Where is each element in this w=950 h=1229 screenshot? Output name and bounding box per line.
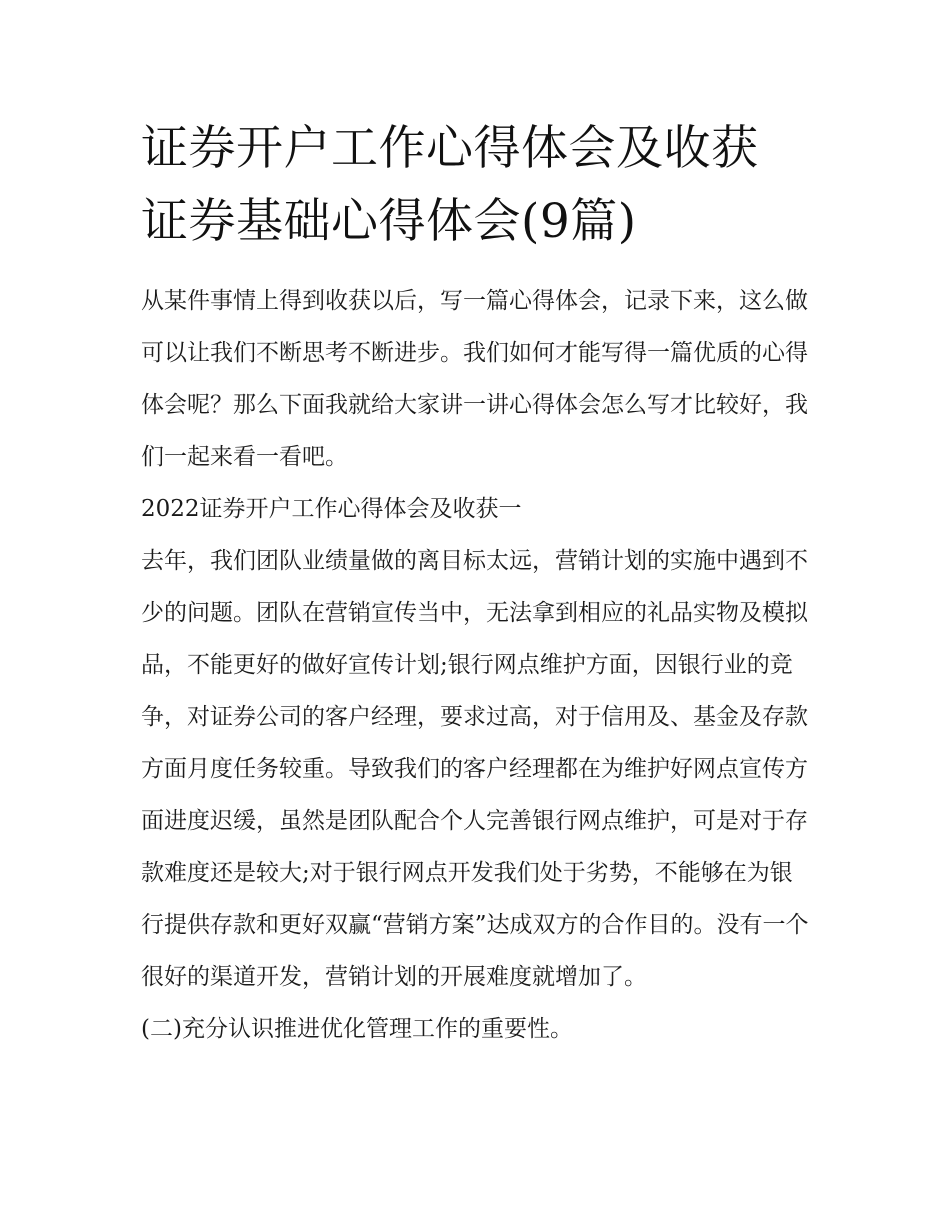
title-line-2: 证券基础心得体会(9篇): [141, 194, 637, 249]
document-page: [141, 112, 813, 1055]
section-paragraph: 去年，我们团队业绩量做的离目标太远，营销计划的实施中遇到不少的问题。团队在营销宣传当中，无法拿到相应的礼品实物及模拟品，不能更好的做好宣传计划;银行网点维护方面，因银行业的竞争，对证券公司的客户经理，要求过高，对于信用及、基金及存款方面月度任务较重。导致我们的客户经理都在为维护好网点宣传方面进度迟缓，虽然是团队配合个人完善银行网点维护，可是对于存款难度还是较大;对于银行网点开发我们处于劣势，不能够在为银行提供存款和更好双赢“营销方案”达成双方的合作目的。没有一个很好的渠道开发，营销计划的开展难度就增加了。: [141, 548, 809, 990]
document-body: [141, 275, 813, 1055]
section-heading: 2022证券开户工作心得体会及收获一: [141, 496, 522, 522]
subheading: (二)充分认识推进优化管理工作的重要性。: [141, 1016, 573, 1042]
intro-paragraph: 从某件事情上得到收获以后，写一篇心得体会，记录下来，这么做可以让我们不断思考不断进步。我们如何才能写得一篇优质的心得体会呢？那么下面我就给大家讲一讲心得体会怎么写才比较好，我们一起来看一看吧。: [141, 288, 808, 470]
document-title: [141, 112, 813, 258]
title-line-1: 证券开户工作心得体会及收获: [141, 121, 759, 176]
